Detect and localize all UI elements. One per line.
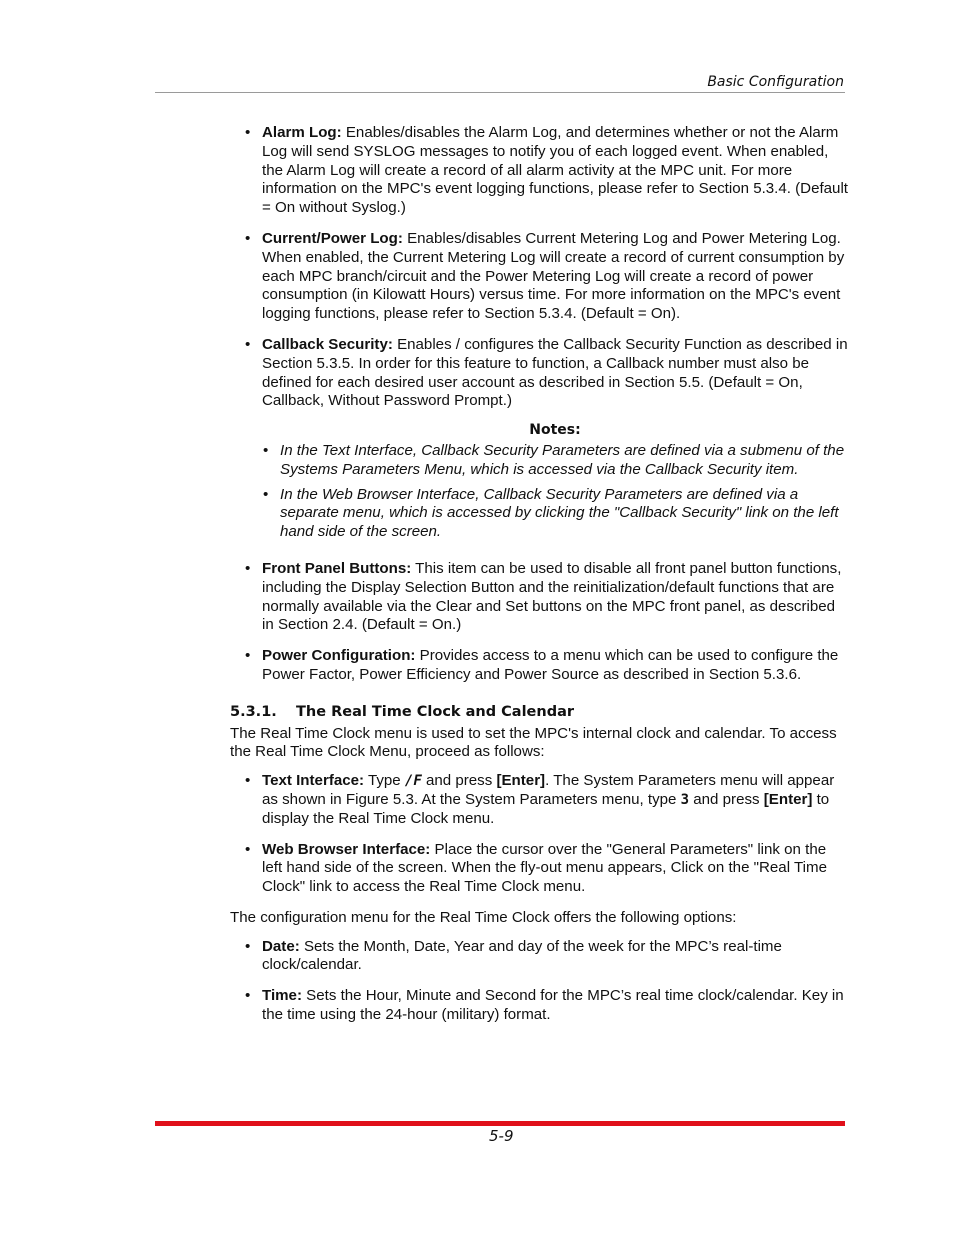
section-number: 5.3.1. [230, 703, 277, 720]
command-text: /F [404, 773, 422, 790]
list-item-callback-security [230, 336, 848, 411]
list-item-alarm-log [230, 124, 848, 218]
item-term: Front Panel Buttons: [262, 559, 412, 577]
footer-rule [155, 1121, 845, 1126]
list-item-front-panel-buttons [230, 560, 848, 635]
setting-list-top [230, 124, 848, 411]
item-text: Enables/disables Current Metering Log and Power Metering Log. When enabled, the Current Metering Log will create a record of current consumption by each MPC branch/circuit and the Power Metering Log will create a record of power consumption (in Kilowatt Hours) versus time. For more information on the MPC's event logging functions, please refer to Section 5.3.4. (Default = On). [262, 229, 845, 323]
item-text: Sets the Month, Date, Year and day of the week for the MPC’s real-time clock/calendar. [262, 937, 782, 974]
item-term: Callback Security: [262, 335, 393, 353]
item-text: This item can be used to disable all front panel button functions, including the Display Selection Button and the reinitialization/default functions that are normally available via the Clear and Set buttons on the MPC front panel, as described in Section 2.4. (Default = On.) [262, 559, 842, 634]
note-item: • In the Text Interface, Callback Security Parameters are defined via a submenu of the Systems Parameters Menu, which is accessed via the Callback Security item. [262, 442, 848, 480]
list-item-date [230, 938, 848, 976]
list-item-power-configuration [230, 647, 848, 685]
item-text: and press [689, 790, 764, 808]
list-item-text-interface [230, 772, 848, 828]
item-text: to display the Real Time Clock menu. [262, 790, 830, 827]
item-term: Power Configuration: [262, 647, 416, 665]
key-text: [Enter] [496, 772, 546, 790]
item-term: Alarm Log: [262, 124, 342, 141]
item-term: Date: [262, 937, 300, 955]
section-title: The Real Time Clock and Calendar [296, 703, 575, 720]
list-item-web-interface [230, 841, 848, 897]
page-content [230, 124, 848, 1037]
key-text: 3 [680, 791, 690, 808]
section-heading [230, 703, 848, 722]
page-number: 5-9 [489, 1127, 514, 1145]
note-item: • In the Web Browser Interface, Callback Security Parameters are defined via a separate menu, which is accessed by clicking the "Callback Security" link on the left hand side of the screen. [262, 486, 848, 542]
item-text: Place the cursor over the "General Parameters" link on the left hand side of the screen. When the fly-out menu appears, Click on the "Real Time Clock" link to access the Real Time Clock menu. [262, 840, 827, 896]
item-text: . The System Parameters menu will appear as shown in Figure 5.3. At the System Parameters menu, type [262, 772, 835, 808]
item-text: Sets the Hour, Minute and Second for the MPC’s real time clock/calendar. Key in the time using the 24-hour (military) format. [262, 987, 844, 1024]
item-term: Text Interface: [262, 772, 365, 790]
item-text: Provides access to a menu which can be used to configure the Power Factor, Power Efficiency and Power Source as described in Section 5.3.6. [262, 647, 839, 683]
item-text: and press [421, 772, 497, 790]
access-method-list [230, 772, 848, 897]
list-item-time [230, 987, 848, 1025]
key-text: [Enter] [763, 790, 813, 808]
header-rule [155, 92, 845, 93]
options-intro: The configuration menu for the Real Time Clock offers the following options: [230, 908, 737, 926]
running-header: Basic Configuration [707, 74, 844, 90]
item-text: Enables / configures the Callback Security Function as described in Section 5.3.5. In order for this feature to function, a Callback number must also be defined for each desired user account as described in Section 5.5. (Default = On, Callback, Without Password Prompt.) [262, 335, 848, 410]
list-item-current-power-log [230, 230, 848, 324]
item-term: Web Browser Interface: [262, 840, 431, 858]
item-text: Enables/disables the Alarm Log, and determines whether or not the Alarm Log will send SYSLOG messages to notify you of each logged event. When enabled, the Alarm Log will create a record of all alarm activity at the MPC unit. For more information on the MPC's event logging functions, please refer to Section 5.3.4. (Default = On without Syslog.) [262, 124, 848, 217]
notes-list [262, 442, 848, 542]
section-intro: The Real Time Clock menu is used to set the MPC's internal clock and calendar. To access the Real Time Clock Menu, proceed as follows: [230, 724, 837, 761]
clock-options-list [230, 938, 848, 1025]
notes-title: Notes: [529, 422, 581, 439]
item-term: Time: [262, 987, 302, 1005]
item-text: Type [364, 772, 405, 790]
item-term: Current/Power Log: [262, 229, 403, 247]
setting-list-mid [230, 560, 848, 685]
